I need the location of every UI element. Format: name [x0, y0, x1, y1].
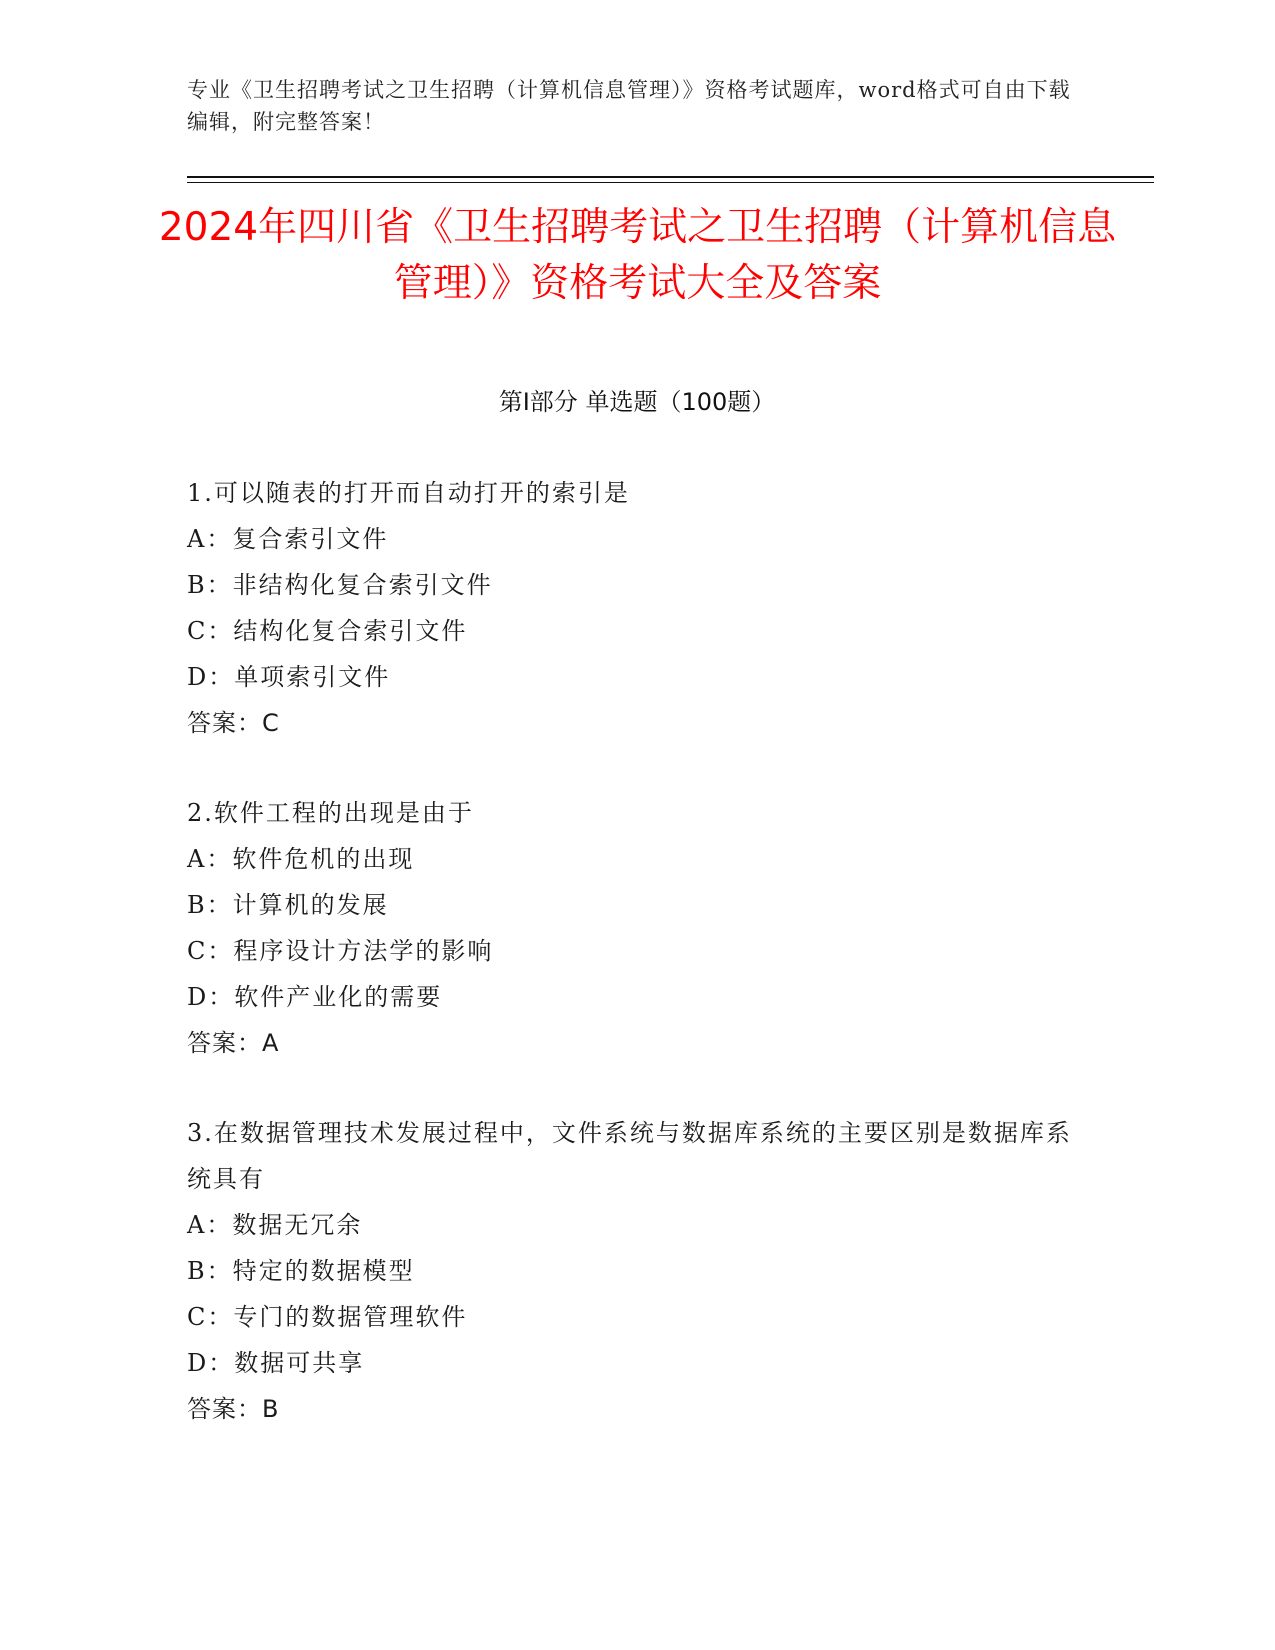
question-item [187, 1110, 1087, 1432]
question-item [187, 790, 1087, 1066]
answer-line: 答案：B [187, 1395, 280, 1423]
question-stem: 3.在数据管理技术发展过程中，文件系统与数据库系统的主要区别是数据库系统具有 [187, 1119, 1072, 1193]
question-item [187, 470, 1087, 746]
option-c: C：程序设计方法学的影响 [187, 937, 494, 965]
question-stem: 1.可以随表的打开而自动打开的索引是 [187, 479, 630, 507]
section-heading: 第Ⅰ部分 单选题（100题） [498, 388, 776, 416]
option-b: B：计算机的发展 [187, 891, 389, 919]
header-rule-thick [187, 176, 1154, 178]
header-note: 专业《卫生招聘考试之卫生招聘（计算机信息管理）》资格考试题库，word格式可自由下载编辑，附完整答案！ [187, 78, 1071, 134]
option-b: B：特定的数据模型 [187, 1257, 415, 1285]
option-d: D：单项索引文件 [187, 663, 391, 691]
answer-line: 答案：A [187, 1029, 280, 1057]
option-a: A：数据无冗余 [187, 1211, 363, 1239]
option-a: A：软件危机的出现 [187, 845, 415, 873]
document-title: 2024年四川省《卫生招聘考试之卫生招聘（计算机信息管理）》资格考试大全及答案 [158, 205, 1117, 306]
option-a: A：复合索引文件 [187, 525, 389, 553]
option-d: D：软件产业化的需要 [187, 983, 443, 1011]
option-c: C：专门的数据管理软件 [187, 1303, 468, 1331]
header-rule-thin [187, 182, 1154, 183]
question-stem: 2.软件工程的出现是由于 [187, 799, 474, 827]
option-d: D：数据可共享 [187, 1349, 365, 1377]
answer-line: 答案：C [187, 709, 280, 737]
option-b: B：非结构化复合索引文件 [187, 571, 493, 599]
option-c: C：结构化复合索引文件 [187, 617, 468, 645]
